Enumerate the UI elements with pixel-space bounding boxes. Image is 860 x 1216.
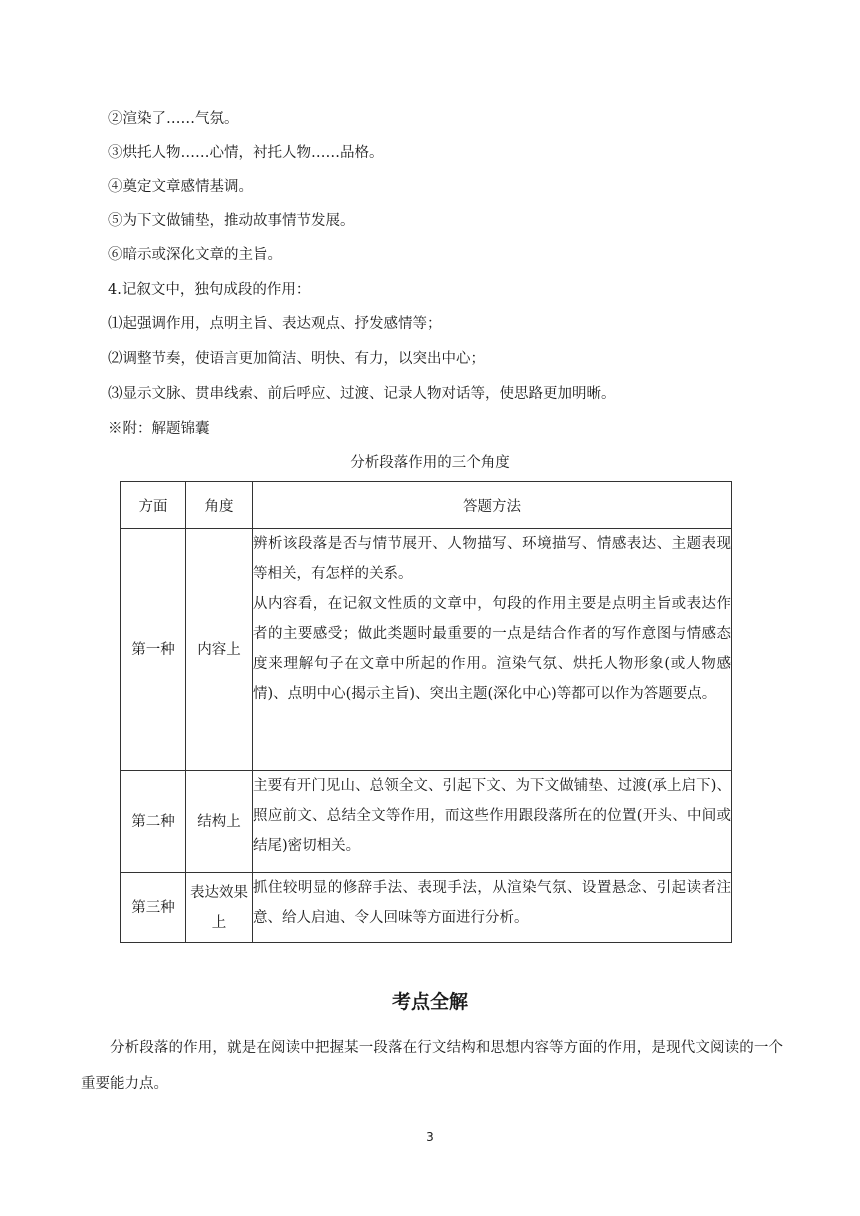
section-title: 考点全解 (391, 991, 468, 1013)
angle-cell: 结构上 (186, 771, 253, 873)
column-header-method: 答题方法 (253, 482, 732, 529)
appendix-label: ※附：解题锦囊 (108, 421, 210, 437)
list-heading: 4.记叙文中，独句成段的作用： (108, 282, 311, 298)
angle-cell: 表达效果上 (186, 873, 253, 943)
method-paragraph: 主要有开门见山、总领全文、引起下文、为下文做铺垫、过渡(承上启下)、照应前文、总结全文等作用，而这些作用跟段落所在的位置(开头、中间或结尾)密切相关。 (253, 778, 731, 854)
list-item: ③烘托人物……心情，衬托人物……品格。 (108, 145, 384, 161)
table-row (121, 873, 732, 943)
column-header-aspect: 方面 (121, 482, 186, 529)
aspect-cell: 第三种 (121, 873, 186, 943)
method-cell (253, 529, 732, 771)
analysis-table (120, 481, 732, 943)
aspect-cell: 第二种 (121, 771, 186, 873)
list-item: ⑤为下文做铺垫，推动故事情节发展。 (108, 213, 355, 229)
list-item: ⑥暗示或深化文章的主旨。 (108, 247, 282, 263)
table-caption: 分析段落作用的三个角度 (350, 455, 510, 471)
method-cell (253, 873, 732, 943)
column-header-angle: 角度 (186, 482, 253, 529)
list-item: ⑶显示文脉、贯串线索、前后呼应、过渡、记录人物对话等，使思路更加明晰。 (108, 386, 616, 402)
list-item: ⑴起强调作用，点明主旨、表达观点、抒发感情等； (108, 316, 442, 332)
method-paragraph: 从内容看，在记叙文性质的文章中，句段的作用主要是点明主旨或表达作者的主要感受；做此类题时最重要的一点是结合作者的写作意图与情感态度来理解句子在文章中所起的作用。渲染气氛、烘托人物形象(或人物感情)、点明中心(揭示主旨)、突出主题(深化中心)等都可以作为答题要点。 (253, 596, 731, 702)
table-row (121, 529, 732, 771)
list-item: ④奠定文章感情基调。 (108, 179, 253, 195)
aspect-cell: 第一种 (121, 529, 186, 771)
method-cell (253, 771, 732, 873)
method-paragraph: 抓住较明显的修辞手法、表现手法，从渲染气氛、设置悬念、引起读者注意、给人启迪、令人回味等方面进行分析。 (253, 880, 731, 926)
body-paragraph: 分析段落的作用，就是在阅读中把握某一段落在行文结构和思想内容等方面的作用，是现代文阅读的一个重要能力点。 (81, 1040, 783, 1092)
table-row (121, 771, 732, 873)
list-item: ②渲染了……气氛。 (108, 111, 239, 127)
angle-cell: 内容上 (186, 529, 253, 771)
list-item: ⑵调整节奏，使语言更加简洁、明快、有力，以突出中心； (108, 351, 485, 367)
table-header-row (121, 482, 732, 529)
method-paragraph: 辨析该段落是否与情节展开、人物描写、环境描写、情感表达、主题表现等相关，有怎样的关系。 (253, 536, 731, 582)
page-number: 3 (426, 1130, 434, 1144)
